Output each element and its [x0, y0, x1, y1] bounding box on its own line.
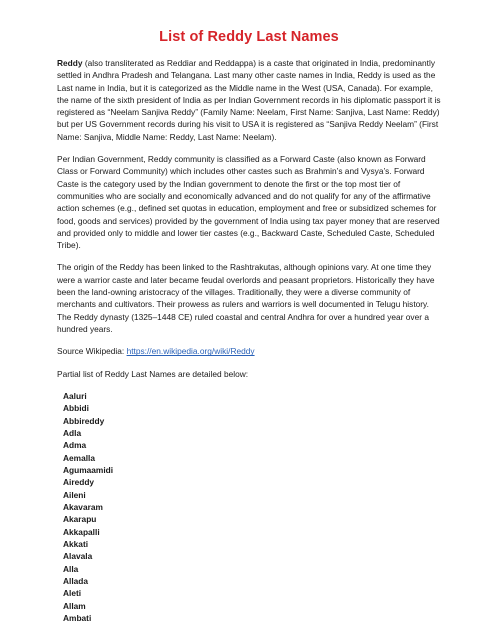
list-item: Ambati: [63, 613, 92, 624]
source-label: Source Wikipedia:: [57, 346, 127, 357]
intro-text: (also transliterated as Reddiar and Reddappa) is a caste that originated in India, predominantly settled in Andhra Pradesh and Telangana. Last many other caste names in India, Reddy is used as the Last name in India, but it is categorized as the Middle name in the West (USA, Canada). For example, the name of the sixth president of India as per Indian Government records in his diplomatic passport it is registered as “Neelam Sanjiva Reddy” (Family Name: Neelam, First Name: Sanjiva, Last Name: Reddy) but per US Government records during his visit to USA it is registered as “Sanjiva Reddy Neelam” (First Name: Sanjiva, Middle Name: Reddy, Last Name: Neelam).: [57, 58, 441, 142]
list-item: Aireddy: [63, 477, 95, 488]
list-intro: Partial list of Reddy Last Names are detailed below:: [57, 368, 249, 379]
list-item: Allada: [63, 575, 89, 586]
last-names-list: [57, 390, 441, 625]
source-line: [57, 345, 441, 357]
page-title: List of Reddy Last Names: [159, 29, 339, 45]
list-item: Aleti: [63, 588, 82, 599]
intro-paragraph: [57, 57, 441, 143]
list-item: Aemalla: [63, 452, 96, 463]
list-item: Aileni: [63, 489, 86, 500]
wikipedia-link[interactable]: https://en.wikipedia.org/wiki/Reddy: [126, 346, 255, 357]
list-item: Akkapalli: [63, 526, 100, 537]
list-item: Adla: [63, 427, 82, 438]
list-item: Allam: [63, 600, 86, 611]
list-item: Akkati: [63, 538, 89, 549]
list-item: Alla: [63, 563, 79, 574]
list-item: Akavaram: [63, 501, 103, 512]
forward-caste-paragraph: Per Indian Government, Reddy community is classified as a Forward Caste (also known as Forward Class or Forward Community) which includes other castes such as Brahmin’s and Vysya’s. Forward Caste is the category used by the Indian government to denote the first or the top most tier of communities who are socially and economically advanced and do not qualify for any of the affirmative action schemes (e.g., defined set quotas in education, employment and free or subsidized schemes for food, goods and services) provided by the government of India using tax payer money that are reserved and provided only to middle and lower tier castes (e.g., Backward Caste, Scheduled Caste, Scheduled Tribe).: [57, 154, 440, 251]
list-item: Abbidi: [63, 403, 89, 414]
list-item: Abbireddy: [63, 415, 105, 426]
list-item: Agumaamidi: [63, 464, 114, 475]
origin-paragraph: The origin of the Reddy has been linked to the Rashtrakutas, although opinions vary. At one time they were a warrior caste and later became feudal overlords and peasant proprietors. Historically they have been the land-owning aristocracy of the villages. Traditionally, they were a diverse community of merchants and cultivators. Their prowess as rulers and warriors is well documented in Telugu history. The Reddy dynasty (1325–1448 CE) ruled coastal and central Andhra for over a hundred year over a hundred years.: [57, 262, 435, 334]
intro-lead-term: Reddy: [57, 58, 83, 68]
list-item: Adma: [63, 440, 87, 451]
list-item: Aaluri: [63, 390, 87, 401]
list-item: Alavala: [63, 551, 93, 562]
list-item: Akarapu: [63, 514, 97, 525]
